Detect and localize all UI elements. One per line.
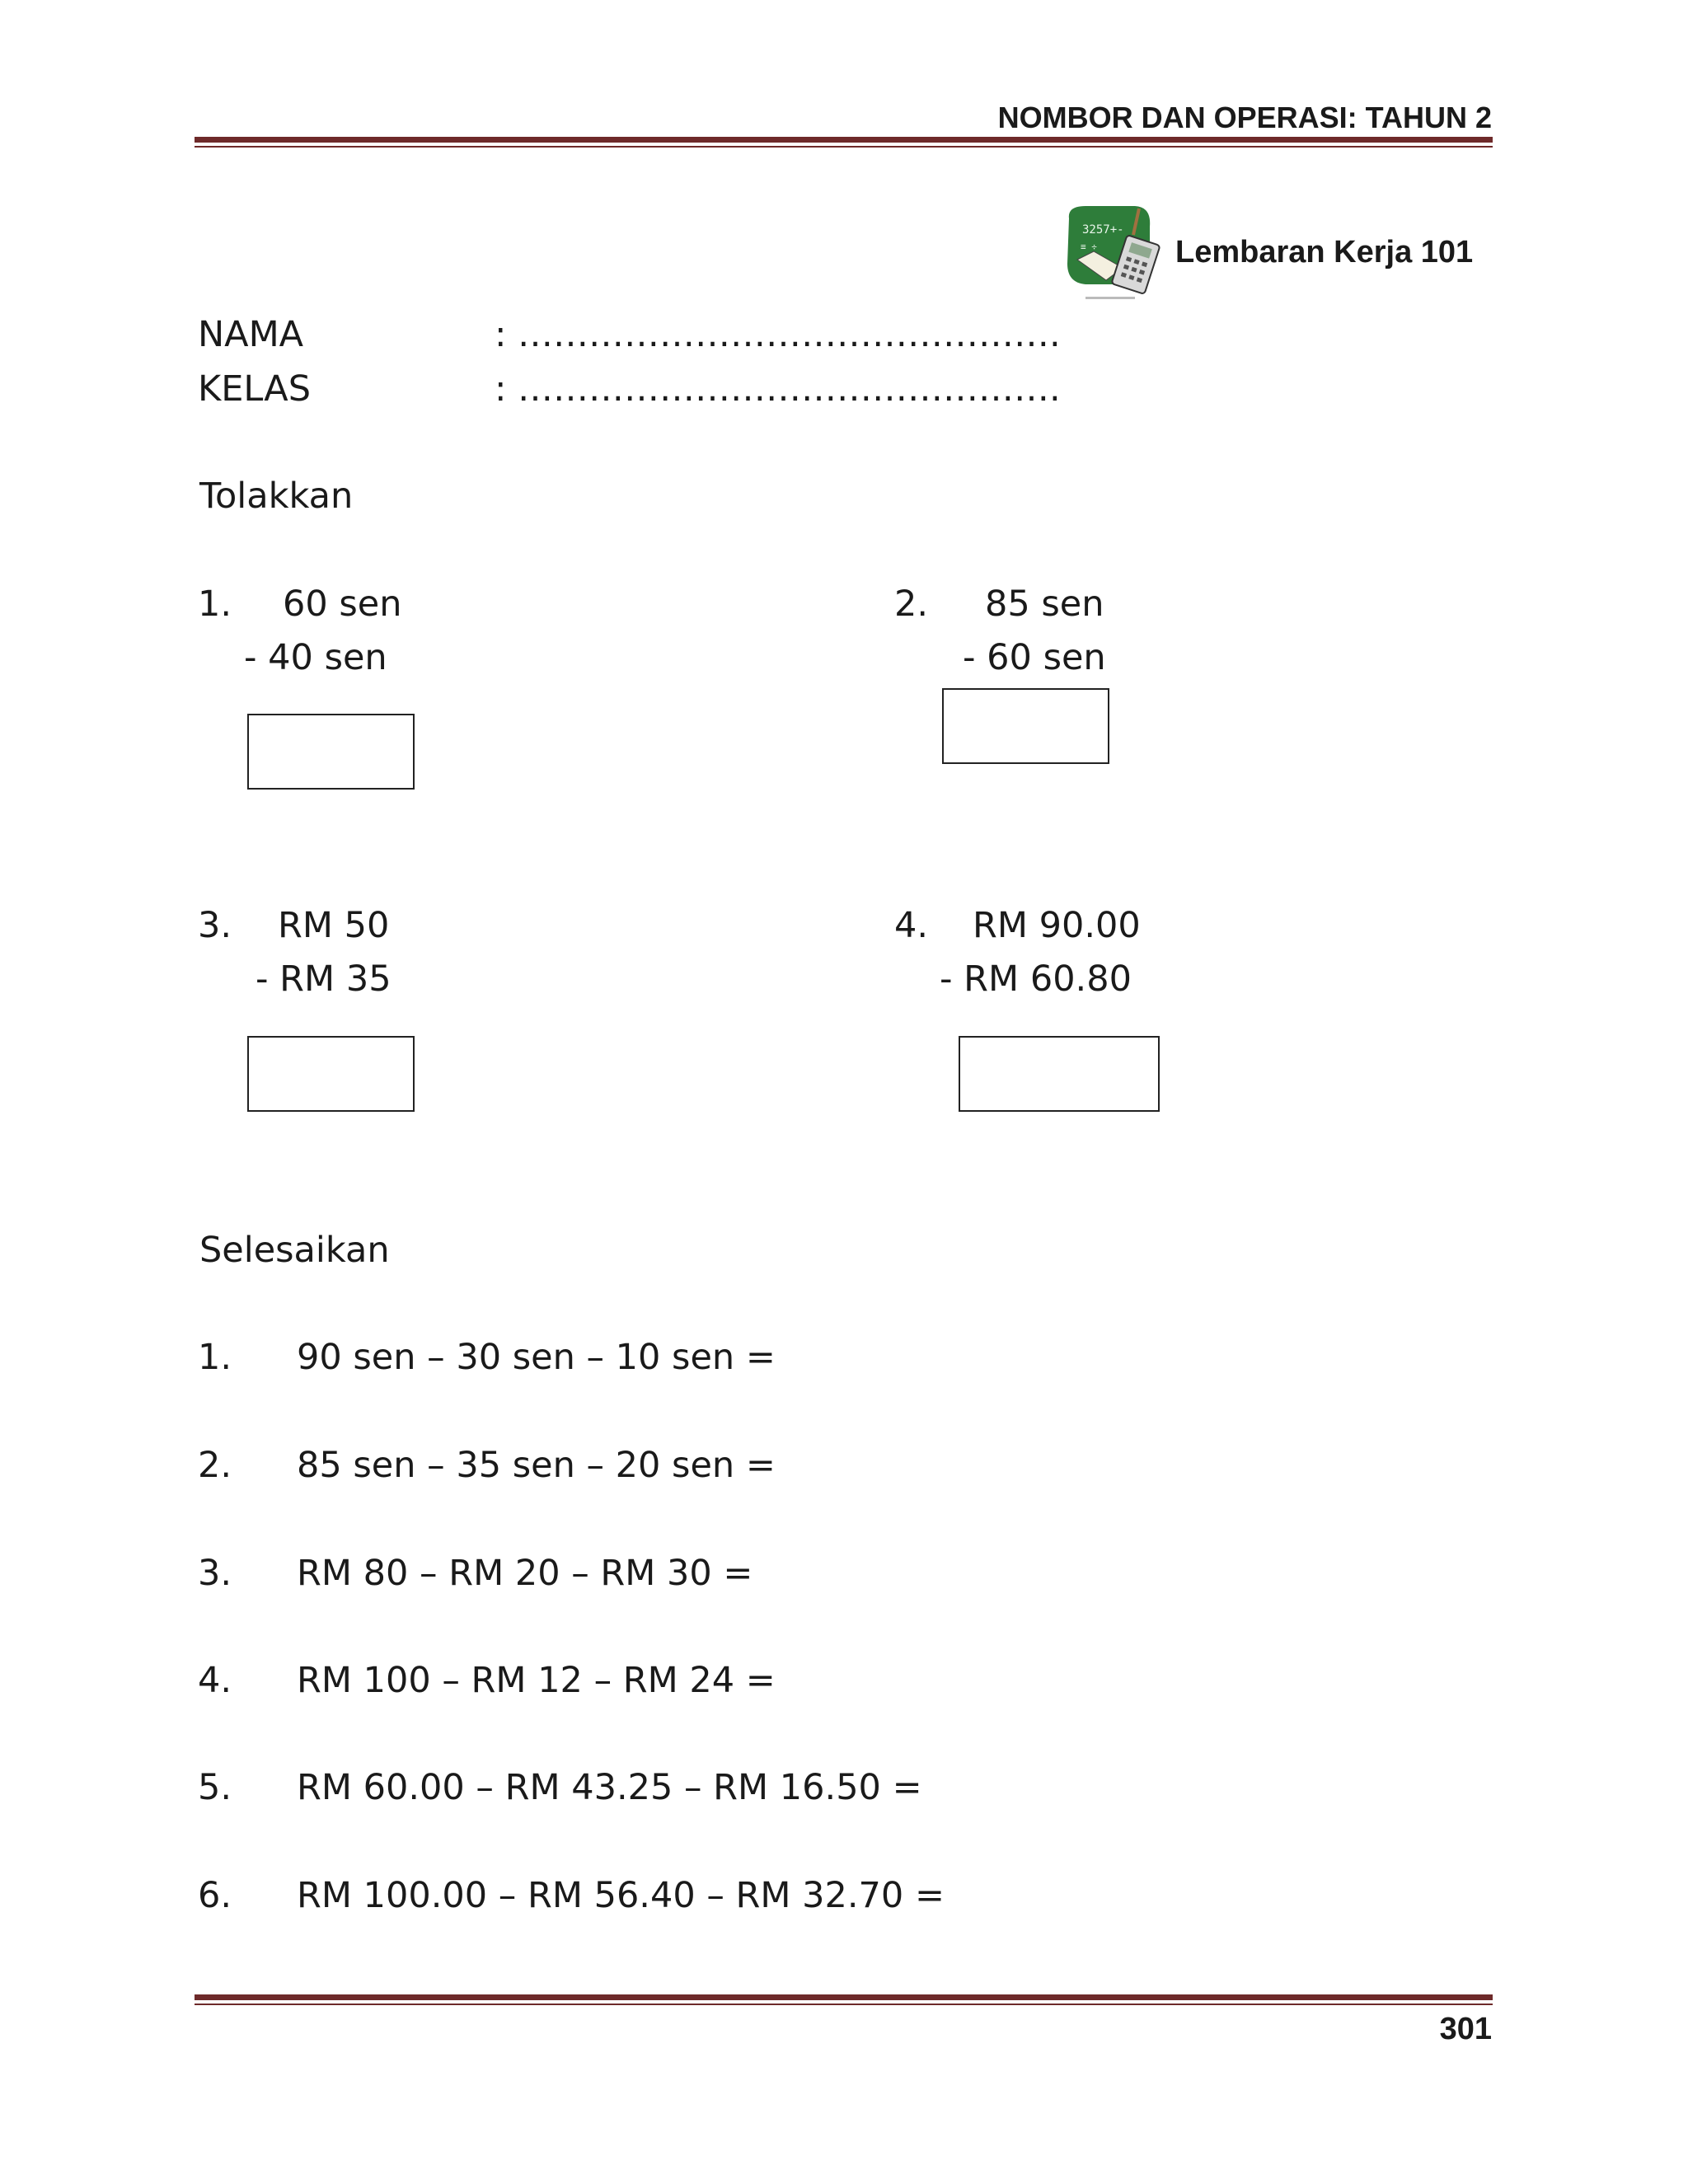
name-colon: : [495,314,507,355]
equation-text: 90 sen – 30 sen – 10 sen = [297,1337,776,1378]
equation-text: 85 sen – 35 sen – 20 sen = [297,1445,776,1486]
answer-box[interactable] [959,1036,1160,1112]
name-label: NAMA [198,314,304,355]
logo-text: 3257+- [1082,223,1124,237]
equation-text: RM 100 – RM 12 – RM 24 = [297,1660,776,1701]
svg-text:≡ ÷: ≡ ÷ [1081,241,1097,252]
equation-text: RM 80 – RM 20 – RM 30 = [297,1553,753,1594]
footer-rule [195,1994,1493,2000]
name-field[interactable]: ………………………………………. [518,314,1061,355]
section-title-tolakkan: Tolakkan [199,476,354,517]
worksheet-label: Lembaran Kerja 101 [1175,235,1474,269]
equation-number: 2. [198,1445,232,1486]
answer-box[interactable] [942,688,1109,764]
problem-number: 2. [894,583,929,625]
problem-top-value: RM 90.00 [973,905,1141,946]
problem-number: 3. [198,905,232,946]
footer-rule-thin [195,2004,1493,2005]
problem-top-value: RM 50 [278,905,390,946]
problem-bottom-value: - RM 35 [256,958,392,1000]
class-field[interactable]: ………………………………………. [518,368,1061,410]
equation-number: 4. [198,1660,232,1701]
equation-number: 3. [198,1553,232,1594]
problem-bottom-value: - RM 60.80 [940,958,1132,1000]
answer-box[interactable] [247,1036,415,1112]
header-rule-thin [195,146,1493,148]
header-rule [195,137,1493,143]
equation-text: RM 100.00 – RM 56.40 – RM 32.70 = [297,1875,945,1916]
calculator-chalkboard-icon [1061,202,1164,309]
problem-top-value: 85 sen [985,583,1104,625]
equation-text: RM 60.00 – RM 43.25 – RM 16.50 = [297,1767,922,1808]
equation-number: 5. [198,1767,232,1808]
problem-number: 4. [894,905,929,946]
problem-number: 1. [198,583,232,625]
equation-number: 6. [198,1875,232,1916]
class-label: KELAS [198,368,312,410]
header-title: NOMBOR DAN OPERASI: TAHUN 2 [997,101,1492,134]
equation-number: 1. [198,1337,232,1378]
problem-bottom-value: - 40 sen [244,637,387,678]
problem-top-value: 60 sen [283,583,402,625]
page-number: 301 [1439,2012,1492,2046]
problem-bottom-value: - 60 sen [963,637,1106,678]
answer-box[interactable] [247,714,415,790]
class-colon: : [495,368,507,410]
section-title-selesaikan: Selesaikan [199,1230,390,1271]
